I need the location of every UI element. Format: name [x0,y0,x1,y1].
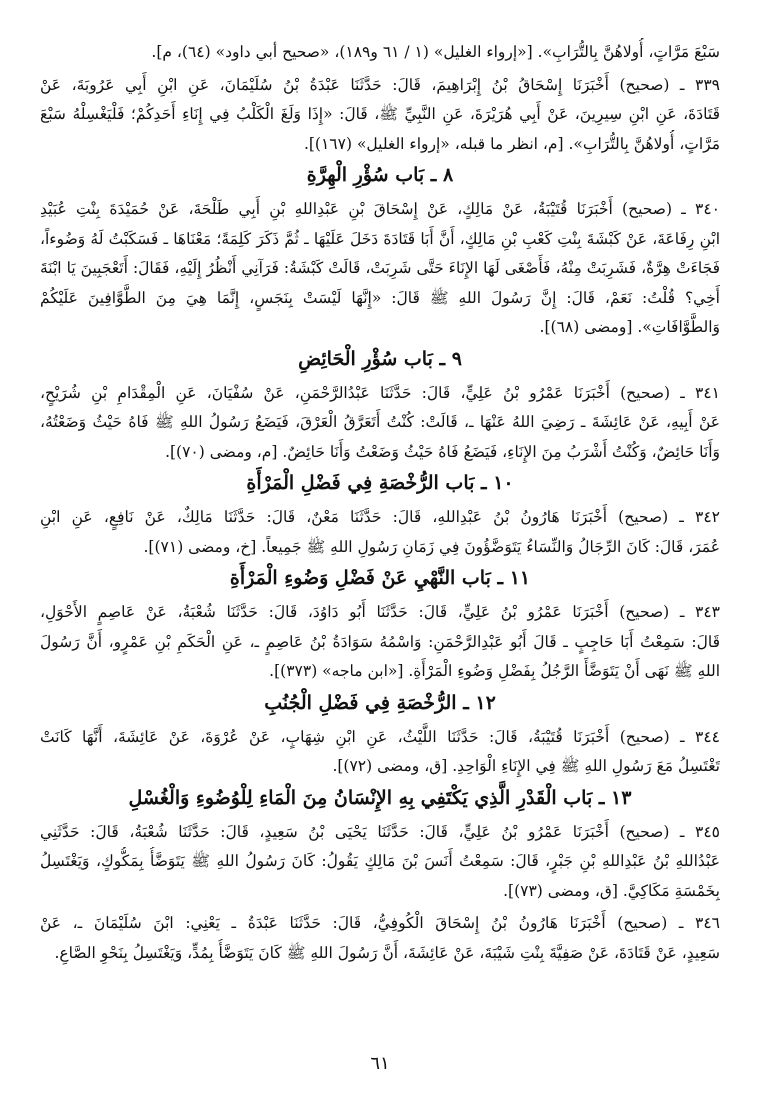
text-line: مَرَّاتٍ، أُولاهُنَّ بِالتُّرَابِ». [م، انظر ما قبله، «إرواء الغليل» (١٦٧)]. [303,134,720,153]
chapter-heading: ٩ ـ بَاب سُؤْرِ الْحَائِضِ [298,347,462,370]
text-line: ٣٤٦ ـ (صحيح) أَخْبَرَنَا هَارُونُ بْنُ إِسْحَاقَ الْكُوفِيُّ، قَالَ: حَدَّثَنَا عَبْدَةُ ـ يَعْنِي: ابْنَ سُلَيْمَانَ ـ، عَنْ [40,914,720,932]
text-line: ٣٤٤ ـ (صحيح) أَخْبَرَنَا قُتَيْبَةُ، قَالَ: حَدَّثَنَا اللَّيْثُ، عَنِ ابْنِ شِهَابٍ، عَنْ عُرْوَةَ، عَنْ عَائِشَةَ، أَنَّهَا كَانَتْ [40,727,720,746]
text-line: عَنْ أَبِيهِ، عَنْ عَائِشَةَ ـ رَضِيَ اللهُ عَنْهَا ـ، قَالَتْ: كُنْتُ أَتَعَرَّقُ الْعَرْقَ، فَيَضَعُ رَسُولُ اللهِ ﷺ فَاهُ حَيْثُ وَضَعْتُهُ، [40,413,720,431]
text-line: ٣٤٠ ـ (صحيح) أَخْبَرَنَا قُتَيْبَةُ، عَنْ مَالِكٍ، عَنْ إِسْحَاقَ بْنِ عَبْدِاللهِ بْنِ أَبِي طَلْحَةَ، عَنْ حُمَيْدَةَ بِنْتِ عُبَيْدِ [40,200,720,218]
chapter-heading: ١٣ ـ بَاب الْقَدْرِ الَّذِي يَكْتَفِي بِهِ الإِنْسَانُ مِنَ الْمَاءِ لِلْوُضُوءِ وَالْغُسْلِ [128,786,632,809]
chapter-heading: ١٠ ـ بَاب الرُّخْصَةِ فِي فَضْلِ الْمَرْأَةِ [246,472,514,494]
top-fragment [40,38,720,68]
text-line: بِخَمْسَةِ مَكَاكِيَّ. [ق، ومضى (٧٣)]. [503,881,720,900]
text-line: قَتَادَةَ، عَنِ ابْنِ سِيرِينَ، عَنْ أَبِي هُرَيْرَةَ، عَنِ النَّبِيِّ ﷺ، قَالَ: «إِذَا وَلَغَ الْكَلْبُ فِي إِنَاءِ أَحَدِكُمْ؛ فَلْيَغْسِلْهُ سَبْعَ [40,105,720,123]
text-line: فَجَاءَتْ هِرَّةٌ، فَشَرِبَتْ مِنْهُ، فَأَصْغَى لَهَا الإِنَاءَ حَتَّى شَرِبَتْ، قَالَتْ كَبْشَةُ: فَرَآنِي أَنْظُرُ إِلَيْهِ، فَقَالَ: أَتَعْجَبِينَ يَا ابْنَةَ [40,259,720,277]
hadith [40,195,720,343]
text-line: ٣٤٣ ـ (صحيح) أَخْبَرَنَا عَمْرُو بْنُ عَلِيٍّ، قَالَ: حَدَّثَنَا أَبُو دَاوُدَ، قَالَ: حَدَّثَنَا شُعْبَةُ، عَنْ عَاصِمٍ الأَحْوَلِ، [40,603,720,621]
text-line: عَبْدُاللهِ بْنُ عَبْدِاللهِ بْنِ جَبْرٍ، قَالَ: سَمِعْتُ أَنَسَ بْنَ مَالِكٍ يَقُولُ: كَانَ رَسُولُ اللهِ ﷺ يَتَوَضَّأُ بِمَكُّوكٍ، وَيَغْتَسِلُ [40,852,720,870]
chapter-heading: ٨ ـ بَاب سُؤْرِ الْهِرَّةِ [306,164,454,186]
text-line: ٣٤١ ـ (صحيح) أَخْبَرَنَا عَمْرُو بْنُ عَلِيٍّ، قَالَ: حَدَّثَنَا عَبْدُالرَّحْمَنِ، عَنْ سُفْيَانَ، عَنِ الْمِقْدَامِ بْنِ شُرَيْحٍ، [40,383,720,402]
text-line: اللهِ ﷺ نَهَى أَنْ يَتَوَضَّأَ الرَّجُلُ بِفَضْلِ وَضُوءِ الْمَرْأَةِ. [«ابن ماجه» (٣٧٣)]. [269,662,720,680]
text-line: أَخِي؟ قُلْتُ: نَعَمْ، قَالَ: إِنَّ رَسُولَ اللهِ ﷺ قَالَ: «إِنَّهَا لَيْسَتْ بِنَجَسٍ، إِنَّمَا هِيَ مِنَ الطَّوَّافِينَ عَلَيْكُمْ [40,288,720,307]
page-number: ٦١ [370,1053,390,1074]
text-line: ٣٤٢ ـ (صحيح) أَخْبَرَنَا هَارُونُ بْنُ عَبْدِاللهِ، قَالَ: حَدَّثَنَا مَعْنٌ، قَالَ: حَدَّثَنَا مَالِكٌ، عَنْ نَافِعٍ، عَنِ ابْنِ [40,508,720,526]
text-line: سَبْعَ مَرَّاتٍ، أُولاهُنَّ بِالتُّرَابِ». [«إرواء الغليل» (١ / ٦١ و١٨٩)، «صحيح أبي داود» (٦٤)، م]. [151,43,720,61]
text-line: وَأَنَا حَائِضٌ، وَكُنْتُ أَشْرَبُ مِنَ الإِنَاءِ، فَيَضَعُ فَاهُ حَيْثُ وَضَعْتُ وَأَنَا حَائِضٌ. [م، ومضى (٧٠)]. [165,442,720,461]
text-line: قَالَ: سَمِعْتُ أَبَا حَاجِبٍ ـ قَالَ أَبُو عَبْدِالرَّحْمَنِ: وَاسْمُهُ سَوَادَةُ بْنُ عَاصِمٍ ـ، عَنِ الْحَكَمِ بْنِ عَمْرٍو، أَنَّ رَسُولَ [40,632,720,651]
hadith [40,71,720,160]
text-line: عُمَرَ، قَالَ: كَانَ الرِّجَالُ وَالنِّسَاءُ يَتَوَضَّؤُونَ فِي زَمَانِ رَسُولِ اللهِ ﷺ جَمِيعاً. [خ، ومضى (٧١)]. [143,537,720,556]
hadith [40,723,720,782]
text-line: ٣٤٥ ـ (صحيح) أَخْبَرَنَا عَمْرُو بْنُ عَلِيٍّ، قَالَ: حَدَّثَنَا يَحْيَى بْنُ سَعِيدٍ، قَالَ: حَدَّثَنَا شُعْبَةُ، قَالَ: حَدَّثَنِي [40,822,720,841]
text-line: ابْنِ رِفَاعَةَ، عَنْ كَبْشَةَ بِنْتِ كَعْبِ بْنِ مَالِكٍ، أَنَّ أَبَا قَتَادَةَ دَخَلَ عَلَيْهَا ـ ثُمَّ ذَكَرَ كَلِمَةً؛ مَعْنَاهَا ـ فَسَكَبْتُ لَهُ وَضُوءاً، [40,229,720,248]
text-line: وَالطَّوَّافَاتِ». [ومضى (٦٨)]. [539,318,720,336]
text-line: ٣٣٩ ـ (صحيح) أَخْبَرَنَا إِسْحَاقُ بْنُ إِبْرَاهِيمَ، قَالَ: حَدَّثَنَا عَبْدَةُ بْنُ سُلَيْمَانَ، عَنِ ابْنِ أَبِي عَرُوبَةَ، عَنْ [40,75,720,94]
text-line: تَغْتَسِلُ مَعَ رَسُولِ اللهِ ﷺ فِي الإِنَاءِ الْوَاحِدِ. [ق، ومضى (٧٢)]. [332,757,720,775]
chapter-heading: ١١ ـ بَاب النَّهْيِ عَنْ فَضْلِ وَضُوءِ الْمَرْأَةِ [229,567,531,589]
hadith [40,598,720,687]
hadith [40,503,720,562]
hadith [40,379,720,468]
text-line: سَعِيدٍ، عَنْ قَتَادَةَ، عَنْ صَفِيَّةَ بِنْتِ شَيْبَةَ، عَنْ عَائِشَةَ، أَنَّ رَسُولَ اللهِ ﷺ كَانَ يَتَوَضَّأُ بِمُدٍّ، وَيَغْتَسِلُ بِنَحْوِ الصَّاعِ. [54,943,720,962]
hadith [40,909,720,968]
chapter-heading: ١٢ ـ الرُّخْصَةِ فِي فَضْلِ الْجُنُبِ [264,691,496,714]
hadith [40,818,720,907]
